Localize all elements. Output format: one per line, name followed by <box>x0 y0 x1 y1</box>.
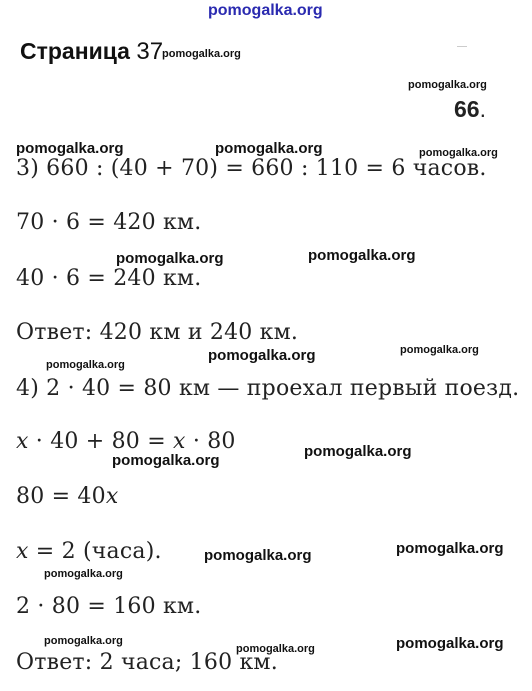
task-number-dot: . <box>479 96 486 122</box>
watermark: pomogalka.org <box>396 635 504 652</box>
watermark: pomogalka.org <box>46 359 125 371</box>
watermark: pomogalka.org <box>396 540 504 557</box>
watermark: pomogalka.org <box>236 643 315 655</box>
variable-x: x <box>105 484 119 509</box>
watermark: pomogalka.org <box>408 79 487 91</box>
solution-equation-1 <box>16 429 236 454</box>
solution-line-2: 70 · 6 = 420 км. <box>16 210 202 235</box>
watermark: pomogalka.org <box>215 140 323 157</box>
site-header-link[interactable]: pomogalka.org <box>208 2 323 19</box>
variable-x: x <box>16 429 29 454</box>
variable-x: x <box>173 429 186 454</box>
variable-x: x <box>16 539 29 564</box>
solution-line-5: 4) 2 · 40 = 80 км — проехал первый поезд. <box>16 376 520 401</box>
page-number: 37 <box>136 38 164 65</box>
page-title <box>20 38 163 66</box>
equation-part: = 2 (часа). <box>28 539 162 564</box>
solution-answer-1: Ответ: 420 км и 240 км. <box>16 320 299 345</box>
divider <box>457 46 467 47</box>
task-number-value: 66 <box>454 96 480 122</box>
watermark: pomogalka.org <box>419 147 498 159</box>
watermark: pomogalka.org <box>162 48 241 60</box>
equation-part: · 80 <box>185 429 236 454</box>
watermark: pomogalka.org <box>16 140 124 157</box>
solution-equation-3 <box>16 539 162 564</box>
task-number <box>454 96 486 123</box>
equation-part: · 40 + 80 = <box>28 429 174 454</box>
solution-line-3: 40 · 6 = 240 км. <box>16 266 202 291</box>
watermark: pomogalka.org <box>44 568 123 580</box>
watermark: pomogalka.org <box>112 452 220 469</box>
watermark: pomogalka.org <box>304 443 412 460</box>
watermark: pomogalka.org <box>204 547 312 564</box>
watermark: pomogalka.org <box>116 250 224 267</box>
solution-answer-2: Ответ: 2 часа; 160 км. <box>16 650 278 675</box>
solution-line-1: 3) 660 : (40 + 70) = 660 : 110 = 6 часов. <box>16 156 487 181</box>
solution-line-9: 2 · 80 = 160 км. <box>16 594 202 619</box>
watermark: pomogalka.org <box>400 344 479 356</box>
solution-equation-2 <box>16 484 118 509</box>
page-title-label: Страница <box>20 38 130 64</box>
watermark: pomogalka.org <box>308 247 416 264</box>
watermark: pomogalka.org <box>208 347 316 364</box>
watermark: pomogalka.org <box>44 635 123 647</box>
equation-part: 80 = 40 <box>16 484 106 509</box>
